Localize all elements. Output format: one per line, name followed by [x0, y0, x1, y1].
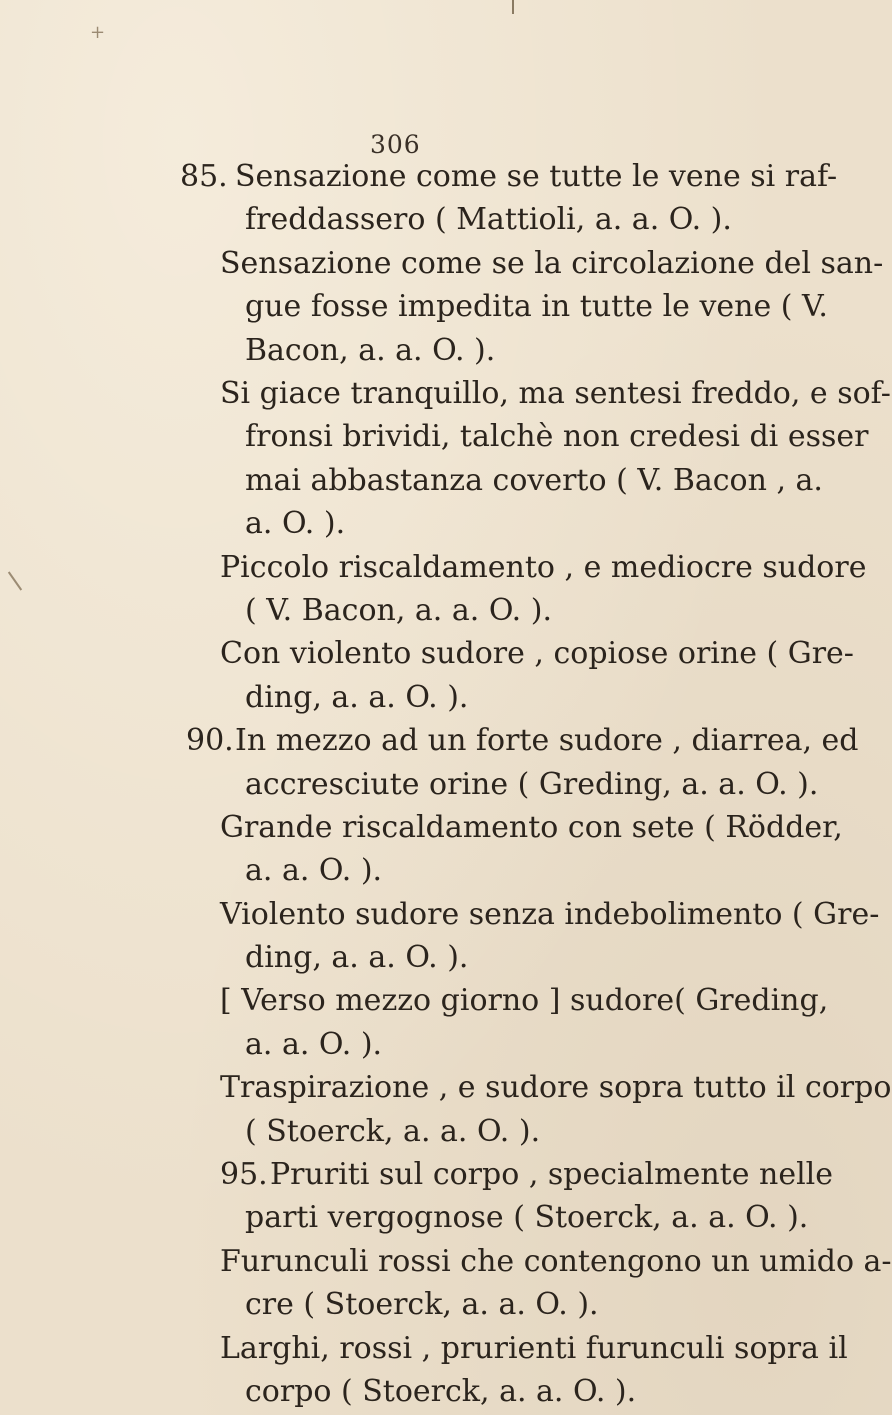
text-line: fronsi brividi, talchè non credesi di esser [245, 419, 869, 454]
text-line: Pruriti sul corpo , specialmente nelle [270, 1157, 834, 1192]
entry-number: 95. [220, 1157, 268, 1192]
text-line: accresciute orine ( Greding, a. a. O. ). [245, 767, 819, 802]
text-line: Grande riscaldamento con sete ( Rödder, [220, 810, 843, 845]
text-line: [ Verso mezzo giorno ] sudore( Greding, [220, 983, 829, 1018]
text-line: a. a. O. ). [245, 1027, 383, 1062]
text-line: mai abbastanza coverto ( V. Bacon , a. [245, 463, 823, 498]
text-line: corpo ( Stoerck, a. a. O. ). [245, 1374, 637, 1409]
text-line: In mezzo ad un forte sudore , diarrea, ed [235, 723, 859, 758]
text-line: Larghi, rossi , prurienti furunculi sopra il [220, 1331, 848, 1366]
text-line: a. O. ). [245, 506, 346, 541]
text-line: Piccolo riscaldamento , e mediocre sudore [220, 550, 867, 585]
text-line: gue fosse impedita in tutte le vene ( V. [245, 289, 828, 324]
text-line: parti vergognose ( Stoerck, a. a. O. ). [245, 1200, 809, 1235]
entry-number: 85. [180, 159, 228, 194]
text-line: a. a. O. ). [245, 853, 383, 888]
text-line: Furunculi rossi che contengono un umido a- [220, 1244, 892, 1279]
text-line: Bacon, a. a. O. ). [245, 333, 496, 368]
text-line: ( V. Bacon, a. a. O. ). [245, 593, 552, 628]
text-line: ding, a. a. O. ). [245, 940, 469, 975]
text-line: Sensazione come se la circolazione del san- [220, 246, 884, 281]
text-line: Violento sudore senza indebolimento ( Gre- [220, 897, 880, 932]
smudge-mark: + [90, 22, 106, 43]
text-line: Traspirazione , e sudore sopra tutto il corpo [220, 1070, 892, 1105]
text-line: Si giace tranquillo, ma sentesi freddo, e sof- [220, 376, 891, 411]
ink-mark [512, 0, 514, 14]
page-number: 306 [370, 130, 421, 159]
text-line: Sensazione come se tutte le vene si raf- [235, 159, 838, 194]
text-line: ding, a. a. O. ). [245, 680, 469, 715]
entry-number: 90. [186, 723, 234, 758]
text-line: Con violento sudore , copiose orine ( Gre- [220, 636, 854, 671]
text-line: ( Stoerck, a. a. O. ). [245, 1114, 541, 1149]
text-line: cre ( Stoerck, a. a. O. ). [245, 1287, 599, 1322]
text-line: freddassero ( Mattioli, a. a. O. ). [245, 202, 732, 237]
margin-mark [8, 571, 22, 590]
